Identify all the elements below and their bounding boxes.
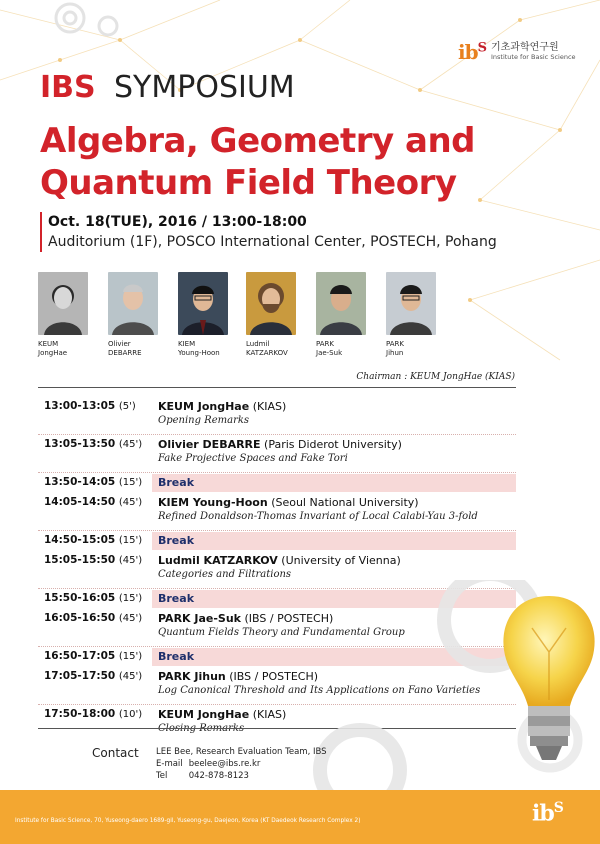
speaker-photo	[386, 272, 436, 335]
slot-affiliation: (KIAS)	[252, 400, 287, 413]
slot-duration: (15')	[118, 593, 143, 604]
slot-speaker: KIEM Young-Hoon	[158, 496, 268, 509]
email-label: E-mail	[156, 759, 183, 769]
slot-time: 15:50-16:05	[44, 592, 116, 604]
slot-time: 17:50-18:00	[44, 708, 116, 720]
slot-time: 16:50-17:05	[44, 650, 116, 662]
slot-duration: (10')	[118, 709, 143, 720]
slot-affiliation: (IBS / POSTECH)	[244, 612, 334, 625]
speaker-card	[108, 272, 158, 358]
slot-speaker: KEUM JongHae	[158, 400, 250, 413]
break-row	[38, 474, 516, 492]
slot-duration: (45')	[118, 613, 143, 624]
schedule-row	[38, 398, 516, 432]
slot-time: 16:05-16:50	[44, 612, 116, 624]
slot-time: 13:05-13:50	[44, 438, 116, 450]
speaker-name-line1: Olivier	[108, 340, 131, 348]
speaker-card	[178, 272, 228, 358]
symposium-title: Algebra, Geometry and Quantum Field Theory	[40, 121, 475, 203]
speaker-gallery	[38, 272, 458, 372]
lightbulb-illustration	[498, 588, 600, 788]
slot-talk-title: Log Canonical Threshold and Its Applications on Fano Varieties	[158, 685, 481, 696]
slot-duration: (45')	[118, 497, 143, 508]
speaker-name-line2: Jihun	[386, 349, 404, 357]
slot-affiliation: (Seoul National University)	[271, 496, 419, 509]
slot-speaker: Olivier DEBARRE	[158, 438, 261, 451]
break-label: Break	[158, 476, 195, 489]
slot-duration: (45')	[118, 671, 143, 682]
speaker-card	[316, 272, 366, 358]
speaker-name-line2: Young-Hoon	[178, 349, 220, 357]
speaker-card	[38, 272, 88, 358]
heading-ibs: IBS	[40, 70, 96, 105]
speaker-card	[246, 272, 296, 358]
slot-time: 14:50-15:05	[44, 534, 116, 546]
slot-affiliation: (University of Vienna)	[281, 554, 401, 567]
speaker-photo	[178, 272, 228, 335]
contact-person: LEE Bee, Research Evaluation Team, IBS	[156, 747, 327, 757]
break-row	[38, 532, 516, 550]
footer-bar	[0, 790, 600, 844]
speaker-photo	[108, 272, 158, 335]
schedule-row	[38, 494, 516, 528]
event-date: Oct. 18(TUE), 2016 / 13:00-18:00	[48, 214, 307, 230]
slot-speaker: PARK Jihun	[158, 670, 226, 683]
slot-affiliation: (Paris Diderot University)	[264, 438, 402, 451]
speaker-name-line1: KIEM	[178, 340, 196, 348]
contact-details	[156, 746, 327, 782]
slot-duration: (15')	[118, 535, 143, 546]
slot-speaker: Ludmil KATZARKOV	[158, 554, 278, 567]
schedule-row	[38, 436, 516, 470]
slot-affiliation: (KIAS)	[252, 708, 287, 721]
event-venue: Auditorium (1F), POSCO International Center, POSTECH, Pohang	[48, 234, 497, 250]
footer-address: Institute for Basic Science, 70, Yuseong-daero 1689-gil, Yuseong-gu, Daejeon, Korea (KT Daedeok Research Complex 2)	[15, 818, 361, 824]
break-label: Break	[158, 534, 195, 547]
slot-time: 13:00-13:05	[44, 400, 116, 412]
slot-talk-title: Opening Remarks	[158, 415, 250, 426]
slot-talk-title: Refined Donaldson-Thomas Invariant of Local Calabi-Yau 3-fold	[158, 511, 478, 522]
break-label: Break	[158, 592, 195, 605]
slot-time: 17:05-17:50	[44, 670, 116, 682]
speaker-name-line2: KATZARKOV	[246, 349, 288, 357]
footer-ibs-logo: $ib^S$	[532, 800, 563, 827]
speaker-name-line1: PARK	[386, 340, 405, 348]
slot-speaker: PARK Jae-Suk	[158, 612, 241, 625]
schedule-top-divider	[38, 387, 516, 388]
tel-label: Tel	[156, 771, 168, 781]
contact-label: Contact	[92, 746, 139, 760]
slot-time: 13:50-14:05	[44, 476, 116, 488]
speaker-card	[386, 272, 436, 358]
logo-english-name: Institute for Basic Science	[490, 52, 576, 61]
chairman-note: Chairman : KEUM JongHae (KIAS)	[356, 372, 515, 382]
slot-duration: (15')	[118, 477, 143, 488]
ibs-logo-mark: $ib^S$	[458, 40, 486, 64]
speaker-name-line2: DEBARRE	[108, 349, 142, 357]
contact-email[interactable]: beelee@ibs.re.kr	[188, 759, 261, 769]
slot-duration: (45')	[118, 555, 143, 566]
slot-affiliation: (IBS / POSTECH)	[229, 670, 319, 683]
slot-time: 14:05-14:50	[44, 496, 116, 508]
event-info	[40, 212, 497, 252]
speaker-photo	[316, 272, 366, 335]
slot-duration: (15')	[118, 651, 143, 662]
slot-duration: (5')	[118, 401, 136, 412]
speaker-photo	[38, 272, 88, 335]
break-label: Break	[158, 650, 195, 663]
speaker-name-line1: PARK	[316, 340, 335, 348]
slot-time: 15:05-15:50	[44, 554, 116, 566]
contact-tel: 042-878-8123	[188, 771, 249, 781]
speaker-name-line2: Jae-Suk	[316, 349, 343, 357]
slot-talk-title: Closing Remarks	[158, 723, 245, 734]
speaker-name-line2: JongHae	[38, 349, 68, 357]
speaker-name-line1: KEUM	[38, 340, 59, 348]
slot-talk-title: Fake Projective Spaces and Fake Tori	[158, 453, 348, 464]
slot-talk-title: Quantum Fields Theory and Fundamental Group	[158, 627, 405, 638]
ibs-logo	[458, 40, 576, 64]
heading-symposium: SYMPOSIUM	[114, 70, 295, 105]
slot-duration: (45')	[118, 439, 143, 450]
logo-korean-name: 기초과학연구원	[490, 42, 559, 54]
speaker-name-line1: Ludmil	[246, 340, 270, 348]
slot-talk-title: Categories and Filtrations	[158, 569, 292, 580]
speaker-photo	[246, 272, 296, 335]
slot-speaker: KEUM JongHae	[158, 708, 250, 721]
